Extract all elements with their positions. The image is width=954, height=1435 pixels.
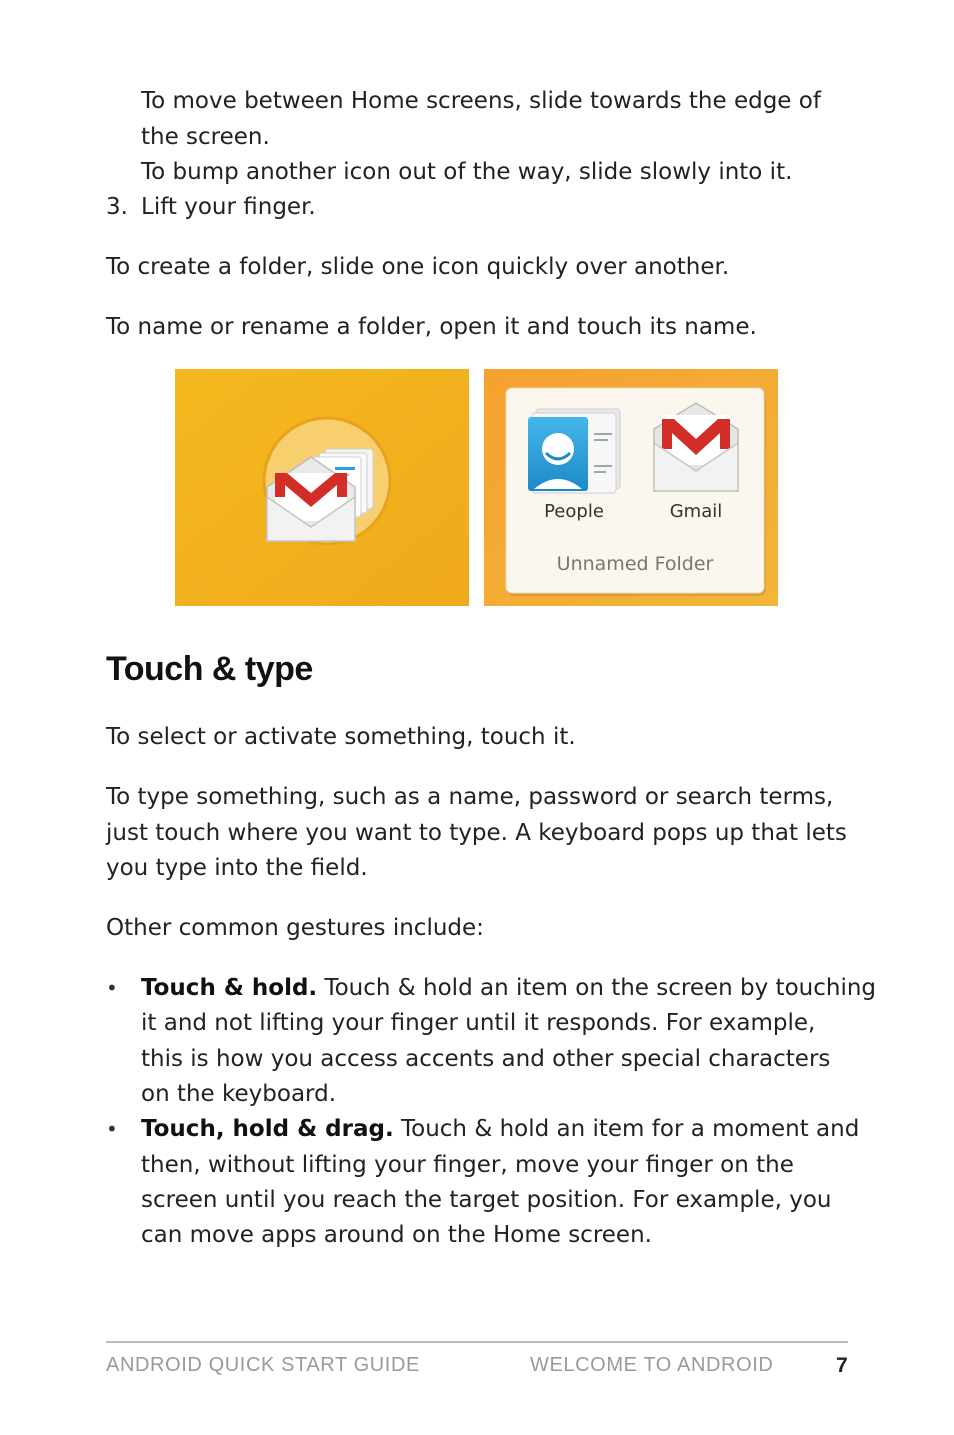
step-text-move-between-cont: the screen. [141, 124, 270, 150]
step-text-bump: To bump another icon out of the way, slide slowly into it. [141, 159, 793, 185]
bullet-touch-drag-line1 [141, 1112, 859, 1148]
bullet-touch-hold-line4: on the keyboard. [141, 1081, 337, 1107]
bullet-touch-hold-line2: it and not lifting your finger until it responds. For example, [141, 1010, 816, 1036]
paragraph-gestures-intro: Other common gestures include: [106, 915, 484, 941]
bullet-touch-drag-line3: screen until you reach the target position. For example, you [141, 1187, 832, 1213]
folder-open-illustration [484, 369, 778, 606]
bullet-touch-drag-text: Touch & hold an item for a moment and [393, 1116, 860, 1142]
paragraph-type-line2: just touch where you want to type. A keyboard pops up that lets [106, 820, 847, 846]
bullet-touch-drag-line2: then, without lifting your finger, move your finger on the [141, 1152, 794, 1178]
paragraph-rename-folder: To name or rename a folder, open it and touch its name. [106, 314, 757, 340]
step-text-lift: Lift your finger. [141, 194, 316, 220]
section-heading: Touch & type [106, 650, 313, 688]
people-label: People [544, 501, 604, 522]
folder-closed-image [175, 369, 469, 606]
paragraph-type-line1: To type something, such as a name, password or search terms, [106, 784, 834, 810]
footer-divider [106, 1341, 848, 1343]
bullet-touch-drag-line4: can move apps around on the Home screen. [141, 1222, 652, 1248]
gmail-icon [654, 403, 738, 491]
page-number: 7 [836, 1354, 848, 1377]
step-text-move-between: To move between Home screens, slide towards the edge of [141, 88, 821, 114]
folder-name-label: Unnamed Folder [556, 553, 714, 575]
folder-closed-illustration [175, 369, 469, 606]
bullet-touch-hold-term: Touch & hold. [141, 975, 318, 1001]
bullet-touch-hold-line1 [141, 971, 876, 1007]
paragraph-create-folder: To create a folder, slide one icon quickly over another. [106, 254, 730, 280]
paragraph-select: To select or activate something, touch it. [106, 724, 576, 750]
footer-chapter-title: WELCOME TO ANDROID [530, 1354, 774, 1376]
bullet-touch-hold-line3: this is how you access accents and other special characters [141, 1046, 831, 1072]
folder-open-image [484, 369, 778, 606]
bullet-icon: • [106, 1117, 118, 1141]
people-icon [528, 409, 620, 493]
footer-guide-title: ANDROID QUICK START GUIDE [106, 1354, 420, 1376]
bullet-touch-hold-text: Touch & hold an item on the screen by touching [317, 975, 877, 1001]
paragraph-type-line3: you type into the field. [106, 855, 368, 881]
bullet-icon: • [106, 976, 118, 1000]
step-number: 3. [106, 194, 128, 220]
gmail-label: Gmail [669, 501, 723, 522]
bullet-touch-drag-term: Touch, hold & drag. [141, 1116, 394, 1142]
